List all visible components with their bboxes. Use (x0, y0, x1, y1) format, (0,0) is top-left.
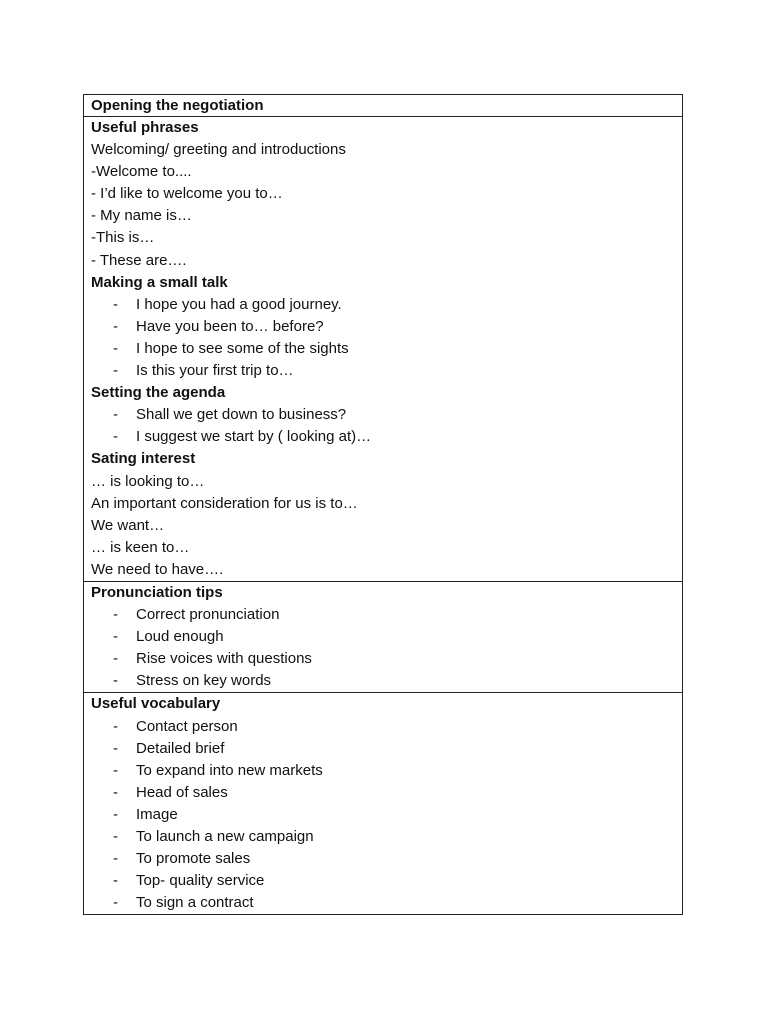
list-item-text: To promote sales (136, 850, 251, 868)
bullet-dash: - (113, 872, 118, 890)
bullet-dash: - (113, 428, 118, 446)
list-item-text: Loud enough (136, 628, 224, 646)
document-title: Opening the negotiation (91, 97, 264, 114)
list-item (91, 782, 675, 804)
phrase-line: - These are…. (91, 251, 187, 269)
bullet-dash: - (113, 894, 118, 912)
bullet-dash: - (113, 317, 118, 335)
list-item-text: Contact person (136, 717, 238, 735)
list-item (91, 426, 675, 448)
list-item (91, 716, 675, 738)
section-useful-vocabulary (84, 693, 682, 914)
list-item-text: Stress on key words (136, 672, 272, 690)
bullet-dash: - (113, 672, 118, 690)
list-item (91, 826, 675, 848)
section-heading: Making a small talk (91, 273, 228, 291)
list-item (91, 760, 675, 782)
phrase-line: … is keen to… (91, 538, 190, 556)
phrase-line: - I’d like to welcome you to… (91, 185, 283, 203)
list-item-text: To launch a new campaign (136, 828, 314, 845)
list-item-text: To sign a contract (136, 894, 254, 912)
phrase-line: … is looking to… (91, 472, 205, 490)
list-item-text: Correct pronunciation (136, 606, 280, 624)
bullet-dash: - (113, 828, 118, 845)
bullet-dash: - (113, 650, 118, 668)
bullet-dash: - (113, 761, 118, 779)
section-heading: Pronunciation tips (91, 583, 223, 601)
list-item (91, 294, 675, 316)
list-item (91, 670, 675, 692)
phrase-line: We want… (91, 516, 165, 534)
bullet-dash: - (113, 805, 118, 823)
bullet-dash: - (113, 295, 118, 313)
list-item-text: I hope to see some of the sights (136, 339, 349, 357)
phrase-line: -This is… (91, 229, 155, 247)
list-item (91, 870, 675, 892)
list-item-text: I hope you had a good journey. (136, 295, 342, 313)
list-item (91, 738, 675, 760)
bullet-dash: - (113, 406, 118, 424)
list-item-text: Detailed brief (136, 739, 225, 757)
bullet-dash: - (113, 739, 118, 757)
list-item-text: Shall we get down to business? (136, 406, 347, 424)
phrase-line: We need to have…. (91, 560, 224, 578)
list-item-text: Image (136, 805, 178, 823)
list-item (91, 892, 675, 914)
list-item (91, 648, 675, 670)
bullet-dash: - (113, 628, 118, 646)
list-item (91, 804, 675, 826)
list-item-text: Top- quality service (136, 872, 265, 890)
table-header-cell (84, 95, 682, 117)
section-pronunciation-tips (84, 582, 682, 693)
list-item-text: I suggest we start by ( looking at)… (136, 428, 372, 446)
list-item-text: Have you been to… before? (136, 317, 324, 335)
bullet-dash: - (113, 606, 118, 624)
list-item-text: To expand into new markets (136, 761, 323, 779)
bullet-dash: - (113, 362, 118, 380)
list-item (91, 360, 675, 382)
list-item (91, 604, 675, 626)
negotiation-table (83, 94, 683, 915)
list-item (91, 848, 675, 870)
bullet-dash: - (113, 717, 118, 735)
bullet-dash: - (113, 850, 118, 868)
phrase-line: Welcoming/ greeting and introductions (91, 141, 346, 159)
list-item-text: Head of sales (136, 783, 228, 801)
list-item (91, 626, 675, 648)
section-heading: Sating interest (91, 450, 196, 468)
list-item-text: Rise voices with questions (136, 650, 312, 668)
phrase-line: -Welcome to.... (91, 163, 192, 181)
phrase-line: An important consideration for us is to… (91, 494, 358, 512)
section-useful-phrases (84, 117, 682, 582)
section-heading: Useful vocabulary (91, 695, 221, 713)
bullet-dash: - (113, 783, 118, 801)
list-item-text: Is this your first trip to… (136, 362, 294, 380)
bullet-dash: - (113, 339, 118, 357)
list-item (91, 338, 675, 360)
list-item (91, 404, 675, 426)
section-heading: Setting the agenda (91, 384, 226, 402)
section-heading: Useful phrases (91, 119, 199, 136)
list-item (91, 316, 675, 338)
phrase-line: - My name is… (91, 207, 192, 225)
